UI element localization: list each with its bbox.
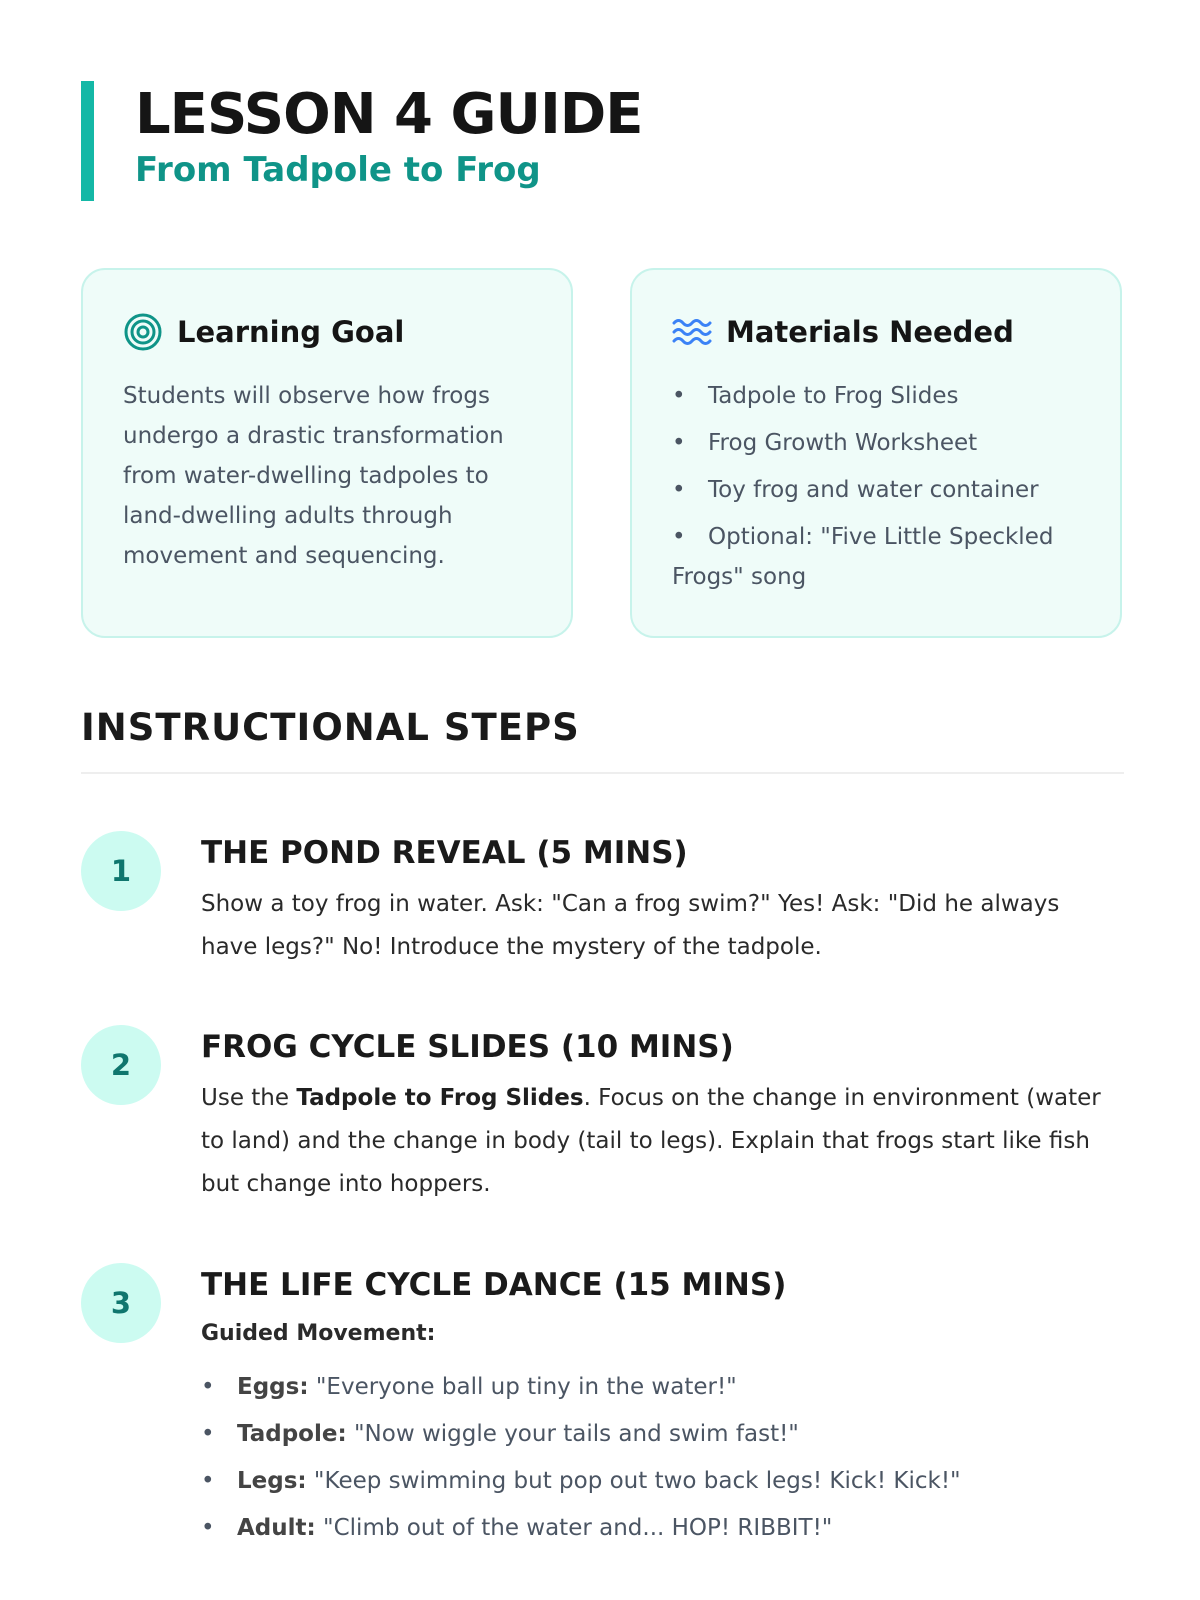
guided-movement-label: Guided Movement:: [201, 1321, 436, 1346]
material-item: Frog Growth Worksheet: [708, 430, 978, 456]
section-divider: [81, 772, 1124, 774]
step-body: [201, 1025, 1121, 1206]
learning-goal-header: [123, 312, 404, 352]
movement-label: Eggs:: [237, 1374, 309, 1400]
list-item: [201, 1461, 1121, 1501]
learning-goal-card: [81, 268, 573, 638]
materials-title: Materials Needed: [726, 315, 1014, 349]
instructional-steps-title: INSTRUCTIONAL STEPS: [81, 706, 580, 749]
bullet: •: [672, 383, 686, 409]
movement-label: Tadpole:: [237, 1421, 347, 1447]
bullet: •: [672, 524, 686, 550]
bullet: •: [201, 1374, 215, 1400]
step-text: Show a toy frog in water. Ask: "Can a frog swim?" Yes! Ask: "Did he always have legs?" No! Introduce the mystery of the tadpole.: [201, 891, 1060, 960]
lesson-header: [81, 81, 643, 201]
materials-list: [672, 376, 1092, 604]
page-title: LESSON 4 GUIDE: [135, 82, 643, 147]
target-icon: [123, 312, 163, 352]
bullet: •: [201, 1515, 215, 1541]
materials-needed-card: [630, 268, 1122, 638]
movement-text: "Keep swimming but pop out two back legs! Kick! Kick!": [313, 1468, 961, 1494]
material-item: Tadpole to Frog Slides: [708, 383, 959, 409]
list-item: [201, 1508, 1121, 1548]
bullet: •: [672, 430, 686, 456]
movement-label: Adult:: [237, 1515, 316, 1541]
step-text: [201, 1077, 1121, 1206]
list-item: [672, 376, 1092, 416]
materials-header: [672, 312, 1014, 352]
bullet: •: [672, 477, 686, 503]
water-waves-icon: [672, 312, 712, 352]
step-body: [201, 831, 1121, 969]
movement-label: Legs:: [237, 1468, 307, 1494]
step-text-end: . Focus on the change in environment (water to land) and the change in body (tail to legs). Explain that frogs start like fish but change into hoppers.: [201, 1085, 1101, 1197]
material-item: Toy frog and water container: [708, 477, 1039, 503]
bullet: •: [201, 1421, 215, 1447]
step-title: FROG CYCLE SLIDES (10 MINS): [201, 1029, 734, 1065]
slides-reference: Tadpole to Frog Slides: [296, 1085, 584, 1111]
list-item: [672, 470, 1092, 510]
page-subtitle: From Tadpole to Frog: [135, 150, 541, 190]
step-number-badge: 1: [81, 831, 161, 911]
step-number-badge: 3: [81, 1263, 161, 1343]
learning-goal-text: Students will observe how frogs undergo a drastic transformation from water-dwelling tadpoles to land-dwelling adults through movement and sequencing.: [123, 383, 504, 569]
bullet: •: [201, 1468, 215, 1494]
step-title: THE LIFE CYCLE DANCE (15 MINS): [201, 1267, 787, 1303]
movement-text: "Now wiggle your tails and swim fast!": [353, 1421, 799, 1447]
list-item: [201, 1414, 1121, 1454]
learning-goal-title: Learning Goal: [177, 315, 405, 349]
movement-text: "Everyone ball up tiny in the water!": [315, 1374, 737, 1400]
list-item: [672, 517, 1092, 597]
step-body: [201, 1263, 1121, 1555]
list-item: [672, 423, 1092, 463]
list-item: [201, 1367, 1121, 1407]
movement-list: [201, 1367, 1121, 1548]
step-number-badge: 2: [81, 1025, 161, 1105]
step-title: THE POND REVEAL (5 MINS): [201, 835, 688, 871]
step-text-start: Use the: [201, 1085, 297, 1111]
material-item: Optional: "Five Little Speckled Frogs" song: [672, 524, 1054, 590]
movement-text: "Climb out of the water and... HOP! RIBBIT!": [323, 1515, 833, 1541]
